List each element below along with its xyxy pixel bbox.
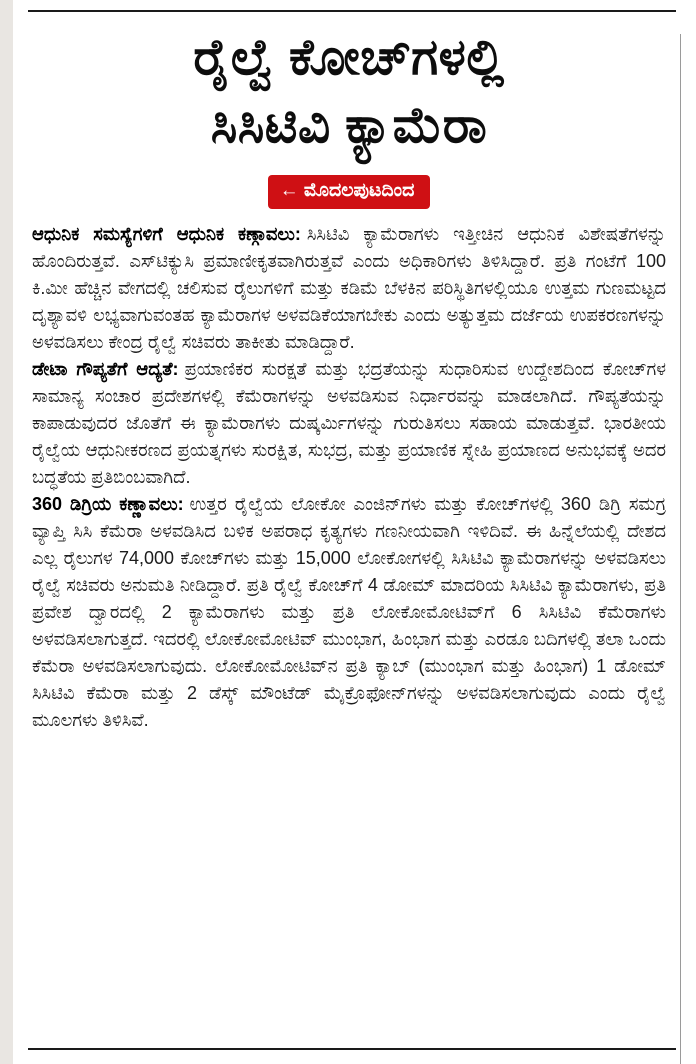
headline-line-2: ಸಿಸಿಟಿವಿ ಕ್ಯಾಮೆರಾ [210,96,488,153]
paragraph-modern-surveillance [32,221,666,356]
paragraph-360-degree-coverage [32,491,666,734]
paragraph-text: ಪ್ರಯಾಣಿಕರ ಸುರಕ್ಷತೆ ಮತ್ತು ಭದ್ರತೆಯನ್ನು ಸುಧಾರಿಸುವ ಉದ್ದೇಶದಿಂದ ಕೋಚ್‌ಗಳ ಸಾಮಾನ್ಯ ಸಂಚಾರ ಪ್ರದೇಶಗಳಲ್ಲಿ ಕೆಮೆರಾಗಳನ್ನು ಅಳವಡಿಸುವ ನಿರ್ಧಾರವನ್ನು ಮಾಡಲಾಗಿದೆ. ಗೌಪ್ಯತೆಯನ್ನು ಕಾಪಾಡುವುದರ ಜೊತೆಗೆ ಈ ಕ್ಯಾಮೆರಾಗಳು ದುಷ್ಕರ್ಮಿಗಳನ್ನು ಗುರುತಿಸಲು ಸಹಾಯ ಮಾಡುತ್ತವೆ. ಭಾರತೀಯ ರೈಲ್ವೆಯ ಆಧುನೀಕರಣದ ಪ್ರಯತ್ನಗಳು ಸುರಕ್ಷಿತ, ಸುಭದ್ರ, ಮತ್ತು ಪ್ರಯಾಣಿಕ ಸ್ನೇಹಿ ಪ್ರಯಾಣದ ಅನುಭವಕ್ಕೆ ಅದರ ಬದ್ಧತೆಯ ಪ್ರತಿಬಿಂಬವಾಗಿದೆ. [32,358,666,487]
bottom-horizontal-rule [28,1048,676,1050]
paragraph-data-privacy [32,356,666,491]
paragraph-text: ಸಿಸಿಟಿವಿ ಕ್ಯಾಮೆರಾಗಳು ಇತ್ತೀಚಿನ ಆಧುನಿಕ ವಿಶೇಷತೆಗಳನ್ನು ಹೊಂದಿರುತ್ತವೆ. ಎಸ್‌ಟಿಕ್ಯುಸಿ ಪ್ರಮಾಣೀಕೃತವಾಗಿರುತ್ತವೆ ಎಂದು ಅಧಿಕಾರಿಗಳು ತಿಳಿಸಿದ್ದಾರೆ. ಪ್ರತಿ ಗಂಟೆಗೆ 100 ಕಿ.ಮೀ ಹೆಚ್ಚಿನ ವೇಗದಲ್ಲಿ ಚಲಿಸುವ ರೈಲುಗಳಿಗೆ ಮತ್ತು ಕಡಿಮೆ ಬೆಳಕಿನ ಪರಿಸ್ಥಿತಿಗಳಲ್ಲಿಯೂ ಉತ್ತಮ ಗುಣಮಟ್ಟದ ದೃಶ್ಯಾವಳಿ ಲಭ್ಯವಾಗುವಂತಹ ಕ್ಯಾಮೆರಾಗಳ ಅಳವಡಿಕೆಯಾಗಬೇಕು ಎಂದು ಅತ್ಯುತ್ತಮ ದರ್ಜೆಯ ಉಪಕರಣಗಳನ್ನು ಅಳವಡಿಸಲು ಕೇಂದ್ರ ರೈಲ್ವೆ ಸಚಿವರು ತಾಕೀತು ಮಾಡಿದ್ದಾರೆ. [32,223,666,352]
article-body [32,221,666,734]
paragraph-text: ಉತ್ತರ ರೈಲ್ವೆಯ ಲೋಕೋ ಎಂಜಿನ್‌ಗಳು ಮತ್ತು ಕೋಚ್‌ಗಳಲ್ಲಿ 360 ಡಿಗ್ರಿ ಸಮಗ್ರ ವ್ಯಾಪ್ತಿ ಸಿಸಿ ಕೆಮೆರಾ ಅಳವಡಿಸಿದ ಬಳಿಕ ಅಪರಾಧ ಕೃತ್ಯಗಳು ಗಣನೀಯವಾಗಿ ಇಳಿದಿವೆ. ಈ ಹಿನ್ನೆಲೆಯಲ್ಲಿ ದೇಶದ ಎಲ್ಲ ರೈಲುಗಳ 74,000 ಕೋಚ್‌ಗಳು ಮತ್ತು 15,000 ಲೋಕೋಗಳಲ್ಲಿ ಸಿಸಿಟಿವಿ ಕ್ಯಾಮೆರಾಗಳನ್ನು ಅಳವಡಿಸಲು ರೈಲ್ವೆ ಸಚಿವರು ಅನುಮತಿ ನೀಡಿದ್ದಾರೆ. ಪ್ರತಿ ರೈಲ್ವೆ ಕೋಚ್‌ಗೆ 4 ಡೋಮ್ ಮಾದರಿಯ ಸಿಸಿಟಿವಿ ಕ್ಯಾಮೆರಾಗಳು, ಪ್ರತಿ ಪ್ರವೇಶ ದ್ವಾರದಲ್ಲಿ 2 ಕ್ಯಾಮೆರಾಗಳು ಮತ್ತು ಪ್ರತಿ ಲೋಕೋಮೋಟಿವ್‌ಗೆ 6 ಸಿಸಿಟಿವಿ ಕೆಮೆರಾಗಳು ಅಳವಡಿಸಲಾಗುತ್ತದೆ. ಇದರಲ್ಲಿ ಲೋಕೋಮೋಟಿವ್ ಮುಂಭಾಗ, ಹಿಂಭಾಗ ಮತ್ತು ಎರಡೂ ಬದಿಗಳಲ್ಲಿ ತಲಾ ಒಂದು ಕೆಮೆರಾ ಅಳವಡಿಸಲಾಗುವುದು. ಲೋಕೋಮೋಟಿವ್‌ನ ಪ್ರತಿ ಕ್ಯಾಬ್ (ಮುಂಭಾಗ ಮತ್ತು ಹಿಂಭಾಗ) 1 ಡೋಮ್ ಸಿಸಿಟಿವಿ ಕೆಮೆರಾ ಮತ್ತು 2 ಡೆಸ್ಕ್ ಮೌಂಟೆಡ್ ಮೈಕ್ರೊಫೋನ್‌ಗಳನ್ನು ಅಳವಡಿಸಲಾಗುವುದು ಎಂದು ರೈಲ್ವೆ ಮೂಲಗಳು ತಿಳಿಸಿವೆ. [32,493,666,730]
paragraph-lead-in: ಆಧುನಿಕ ಸಮಸ್ಯೆಗಳಿಗೆ ಆಧುನಿಕ ಕಣ್ಗಾವಲು: [32,223,301,244]
article-content [32,24,666,734]
left-page-margin-strip [0,0,13,1064]
right-column-divider-rule [680,34,681,1064]
headline-line-1: ರೈಲ್ವೆ ಕೋಚ್‌ಗಳಲ್ಲಿ [193,29,505,85]
top-horizontal-rule [28,10,676,12]
paragraph-lead-in: ಡೇಟಾ ಗೌಪ್ಯತೆಗೆ ಆದ್ಯತೆ: [32,358,179,379]
continuation-badge-row [32,175,666,209]
article-headline [32,24,666,159]
paragraph-lead-in: 360 ಡಿಗ್ರಿಯ ಕಣ್ಣಾವಲು: [32,493,184,514]
continued-from-front-page-badge: ← ಮೊದಲಪುಟದಿಂದ [268,175,431,209]
